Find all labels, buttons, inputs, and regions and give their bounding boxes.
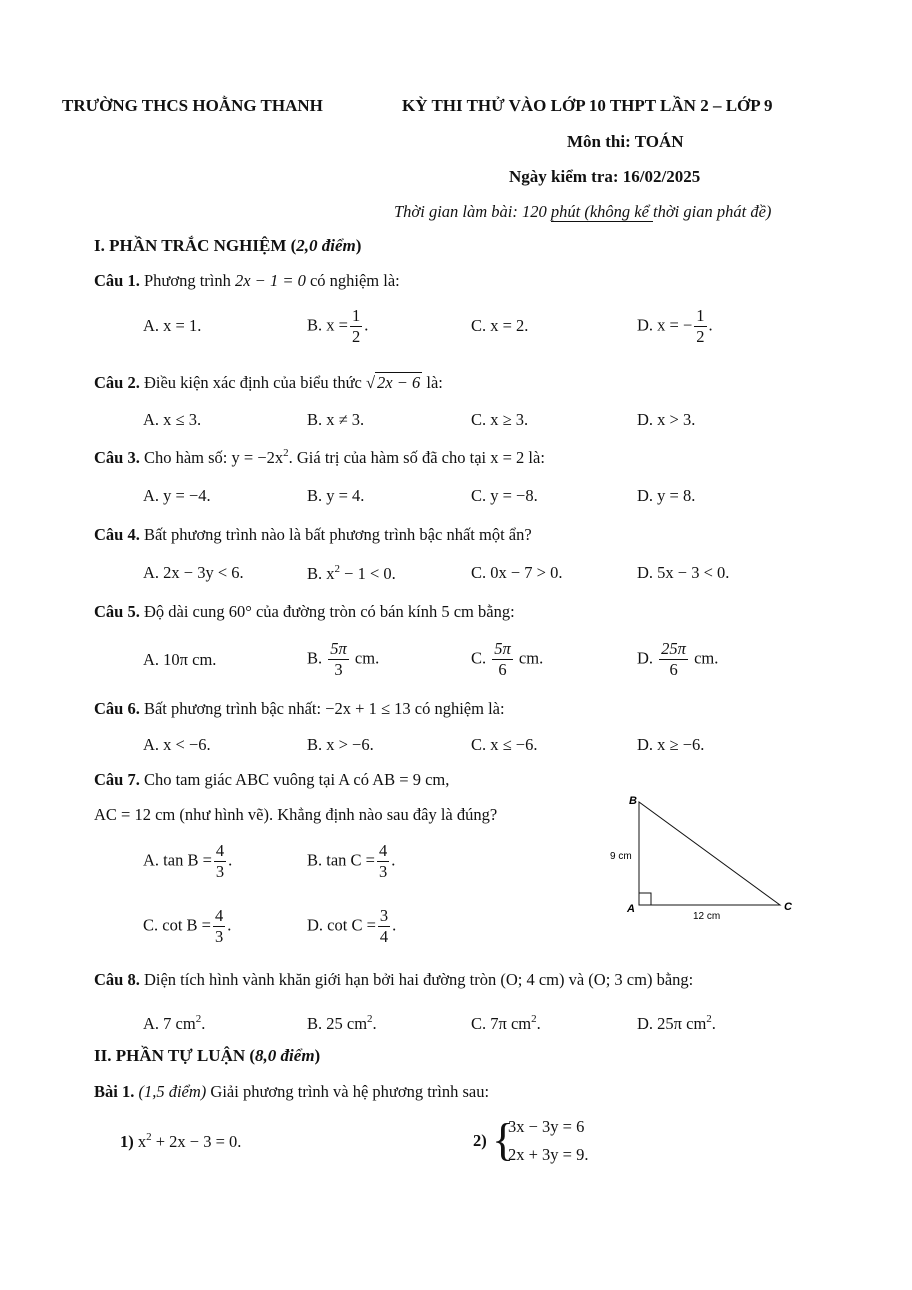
- vertex-c-label: C: [784, 901, 792, 913]
- q6-option-a: A. x < −6.: [143, 735, 211, 754]
- q6-option-d: D. x ≥ −6.: [637, 735, 705, 754]
- question-4: Câu 4. Bất phương trình nào là bất phương trình bậc nhất một ẩn?: [94, 525, 532, 544]
- side-ab-label: 9 cm: [610, 851, 632, 862]
- exam-title: KỲ THI THỬ VÀO LỚP 10 THPT LẦN 2 – LỚP 9: [402, 96, 773, 115]
- exam-duration: Thời gian làm bài: 120 phút (không kể thời gian phát đề): [394, 202, 772, 221]
- q3-option-b: B. y = 4.: [307, 486, 365, 505]
- question-1: Câu 1. Phương trình 2x − 1 = 0 có nghiệm là:: [94, 271, 400, 290]
- system-equation-2: 2x + 3y = 9.: [508, 1145, 589, 1164]
- q4-option-c: C. 0x − 7 > 0.: [471, 563, 563, 582]
- vertex-b-label: B: [629, 795, 637, 807]
- system-equation-1: 3x − 3y = 6: [508, 1117, 585, 1136]
- bai1-part-1: 1) $x^2 + 2x - 3 = 0$.: [120, 1131, 242, 1151]
- q3-option-d: D. y = 8.: [637, 486, 696, 505]
- triangle-shape: [639, 802, 780, 905]
- q1-option-d: D. x = − $\frac{1}{2}$ .: [637, 306, 713, 346]
- bai1-part-2-label: 2): [473, 1131, 487, 1150]
- bai-1: Bài 1. (1,5 điểm) Giải phương trình và hệ phương trình sau:: [94, 1082, 490, 1101]
- part2-title: II. PHẦN TỰ LUẬN (8,0 điểm): [94, 1046, 321, 1065]
- q2-option-c: C. x ≥ 3.: [471, 410, 529, 429]
- q2-option-d: D. x > 3.: [637, 410, 696, 429]
- q5-option-b: B. $\frac{5\pi}{3}$ cm.: [307, 639, 380, 679]
- question-2: Câu 2. Điều kiện xác định của biểu thức √ 2x − 6 là:: [94, 373, 443, 392]
- q4-option-b: B. $x^2 - 1 < 0$.: [307, 563, 396, 583]
- exam-subject: Môn thi: TOÁN: [567, 132, 684, 151]
- exam-date: Ngày kiểm tra: 16/02/2025: [509, 167, 701, 186]
- q1-option-c: C. x = 2.: [471, 316, 529, 335]
- q2-option-a: A. x ≤ 3.: [143, 410, 202, 429]
- q1-option-b: B. x = $\frac{1}{2}$ .: [307, 306, 369, 346]
- q8-option-c: C. 7π $cm^2$.: [471, 1013, 541, 1033]
- q6-option-b: B. x > −6.: [307, 735, 374, 754]
- question-6: Câu 6. Bất phương trình bậc nhất: −2x + 1 ≤ 13 có nghiệm là:: [94, 699, 505, 718]
- part1-title: I. PHẦN TRẮC NGHIỆM (2,0 điểm): [94, 236, 362, 255]
- q7-option-d: D. cot C = $\frac{3}{4}$ .: [307, 906, 397, 946]
- q5-option-d: D. $\frac{25\pi}{6}$ cm.: [637, 639, 719, 679]
- question-5: Câu 5. Độ dài cung 60° của đường tròn có bán kính 5 cm bằng:: [94, 602, 515, 621]
- side-ac-label: 12 cm: [693, 911, 721, 922]
- vertex-a-label: A: [627, 903, 635, 915]
- q8-option-b: B. 25 $cm^2$.: [307, 1013, 377, 1033]
- question-8: Câu 8. Diện tích hình vành khăn giới hạn bởi hai đường tròn (O; 4 cm) và (O; 3 cm) bằng:: [94, 970, 694, 989]
- q3-option-c: C. y = −8.: [471, 486, 538, 505]
- right-angle-mark: [639, 893, 651, 905]
- q8-option-d: D. 25π $cm^2$.: [637, 1013, 716, 1033]
- q4-option-a: A. 2x − 3y < 6.: [143, 563, 244, 582]
- q5-option-c: C. $\frac{5\pi}{6}$ cm.: [471, 639, 544, 679]
- q6-option-c: C. x ≤ −6.: [471, 735, 538, 754]
- q8-option-a: A. 7 $cm^2$.: [143, 1013, 206, 1033]
- q7-option-a: A. tan B = $\frac{4}{3}$ .: [143, 841, 233, 881]
- triangle-abc-figure: [605, 790, 805, 925]
- q4-option-d: D. 5x − 3 < 0.: [637, 563, 730, 582]
- question-3: Câu 3. Cho hàm số: $y = -2x^2$. Giá trị của hàm số đã cho tại x = 2 là:: [94, 447, 545, 467]
- q1-option-a: A. x = 1.: [143, 316, 202, 335]
- question-7-line-1: Câu 7. Cho tam giác ABC vuông tại A có AB = 9 cm,: [94, 770, 450, 789]
- school-name: TRƯỜNG THCS HOẰNG THANH: [62, 96, 323, 115]
- q2-option-b: B. x ≠ 3.: [307, 410, 365, 429]
- q5-option-a: A. 10π cm.: [143, 650, 217, 669]
- q3-option-a: A. y = −4.: [143, 486, 211, 505]
- question-7-line-2: AC = 12 cm (như hình vẽ). Khẳng định nào sau đây là đúng?: [94, 805, 498, 824]
- system-brace: {: [492, 1114, 515, 1165]
- q7-option-c: C. cot B = $\frac{4}{3}$ .: [143, 906, 232, 946]
- q7-option-b: B. tan C = $\frac{4}{3}$ .: [307, 841, 396, 881]
